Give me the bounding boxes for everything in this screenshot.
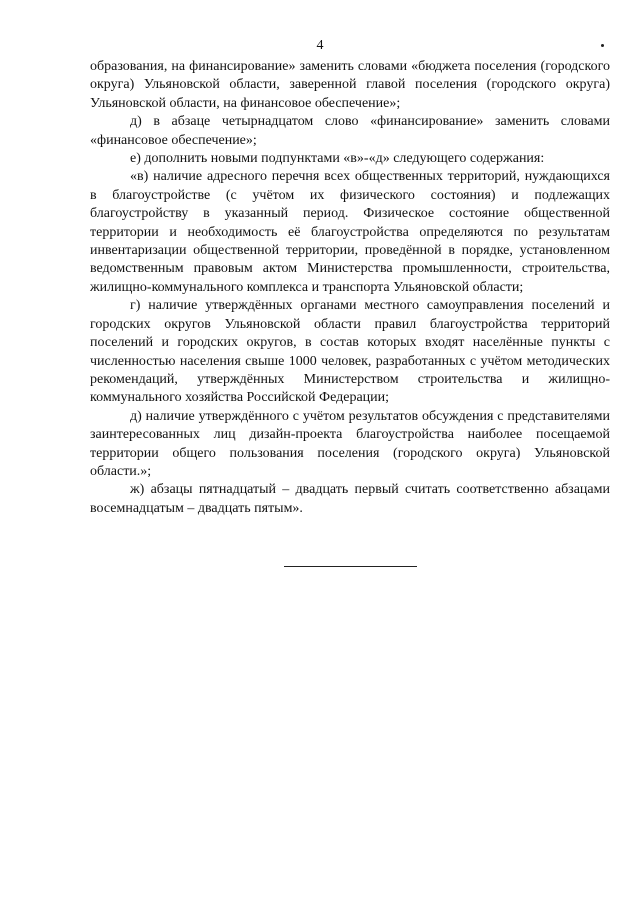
paragraph: образования, на финансирование» заменить словами «бюджета поселения (городского округа) Ульяновской области, заверенной главой поселения (городского округа) Ульяновской области, на финансовое обеспечение»; [90,59,610,111]
paragraph: ж) абзацы пятнадцатый – двадцать первый считать соответственно абзацами восемнадцатым – двадцать пятым». [90,482,610,516]
document-body [90,58,610,518]
page-number: 4 [316,38,324,53]
paragraph: г) наличие утверждённых органами местного самоуправления поселений и городских округов Ульяновской области правил благоустройства территорий поселений и городских округов, в состав которых входят населённые пункты с численностью населения свыше 1000 человек, разработанных с учётом методических рекомендаций, утверждённых Министерством строительства и жилищно-коммунального хозяйства Российской Федерации; [90,298,610,406]
end-separator-line [284,566,417,567]
paragraph: д) в абзаце четырнадцатом слово «финансирование» заменить словами «финансовое обеспечение»; [90,114,610,148]
paragraph: д) наличие утверждённого с учётом результатов обсуждения с представителями заинтересованных лиц дизайн-проекта благоустройства наиболее посещаемой территории общего пользования поселения (городского округа) Ульяновской области.»; [90,408,610,479]
paragraph: е) дополнить новыми подпунктами «в»-«д» следующего содержания: [130,151,545,167]
scan-mark [601,44,604,47]
paragraph: «в) наличие адресного перечня всех общественных территорий, нуждающихся в благоустройстве (с учётом их физического состояния) и подлежащих благоустройству в указанный период. Физическое состояние общественной территории и необходимость её благоустройства определяются по результатам инвентаризации общественной территории, проведённой в порядке, установленном ведомственным правовым актом Министерства промышленности, строительства, жилищно-коммунального комплекса и транспорта Ульяновской области; [90,169,610,295]
